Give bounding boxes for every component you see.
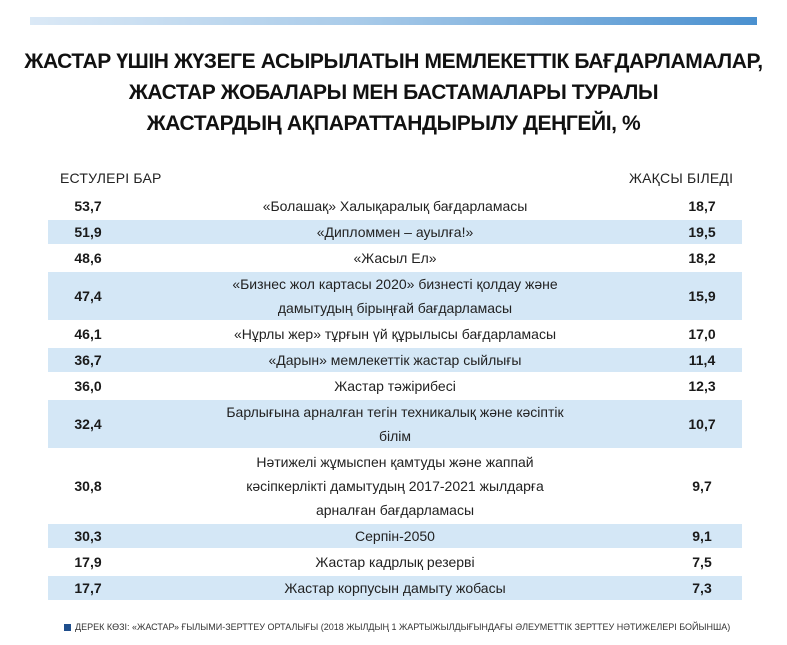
program-label-line: Жастар корпусын дамыту жобасы bbox=[284, 580, 506, 596]
program-label-line: «Бизнес жол картасы 2020» бизнесті қолдау және bbox=[232, 276, 558, 292]
program-label bbox=[128, 400, 662, 448]
program-label bbox=[128, 272, 662, 320]
table-row bbox=[48, 576, 742, 600]
program-label-line: «Болашақ» Халықаралық бағдарламасы bbox=[262, 198, 528, 214]
program-label bbox=[128, 220, 662, 244]
value-know-well: 7,3 bbox=[692, 580, 712, 596]
value-heard: 17,9 bbox=[74, 554, 102, 570]
program-label-line: «Дарын» мемлекеттік жастар сыйлығы bbox=[268, 352, 522, 368]
top-accent-bar bbox=[30, 17, 757, 25]
value-know-well: 15,9 bbox=[688, 288, 716, 304]
value-heard: 51,9 bbox=[74, 224, 102, 240]
value-heard: 30,8 bbox=[74, 478, 102, 494]
title-line-1: ЖАСТАР ҮШІН ЖҮЗЕГЕ АСЫРЫЛАТЫН МЕМЛЕКЕТТІК БАҒДАРЛАМАЛАР, bbox=[24, 50, 763, 73]
program-label-line: Серпін-2050 bbox=[355, 528, 435, 544]
table-row bbox=[48, 220, 742, 244]
value-heard: 30,3 bbox=[74, 528, 102, 544]
program-label-line: арналған бағдарламасы bbox=[315, 502, 475, 518]
value-heard: 36,7 bbox=[74, 352, 102, 368]
table-row bbox=[48, 450, 742, 522]
program-label bbox=[128, 322, 662, 346]
program-label-line: Жастар кадрлық резерві bbox=[315, 554, 475, 570]
program-label-line: білім bbox=[378, 428, 412, 444]
title-line-3: ЖАСТАРДЫҢ АҚПАРАТТАНДЫРЫЛУ ДЕҢГЕЙІ, % bbox=[146, 112, 641, 135]
program-label-line: «Дипломмен – ауылға!» bbox=[316, 224, 474, 240]
table-row bbox=[48, 272, 742, 320]
value-know-well: 9,7 bbox=[692, 478, 712, 494]
value-know-well: 12,3 bbox=[688, 378, 716, 394]
value-heard: 48,6 bbox=[74, 250, 102, 266]
value-heard: 17,7 bbox=[74, 580, 102, 596]
table-row bbox=[48, 246, 742, 270]
value-know-well: 11,4 bbox=[688, 352, 716, 368]
value-heard: 46,1 bbox=[74, 326, 102, 342]
table-row bbox=[48, 348, 742, 372]
source-note bbox=[64, 622, 730, 632]
source-text: ДЕРЕК КӨЗІ: «ЖАСТАР» ҒЫЛЫМИ-ЗЕРТТЕУ ОРТАЛЫҒЫ (2018 ЖЫЛДЫҢ 1 ЖАРТЫЖЫЛДЫҒЫНДАҒЫ ӘЛЕУМЕТТІК ЗЕРТТЕУ НӘТИЖЕЛЕРІ БОЙЫНША) bbox=[75, 622, 731, 632]
program-label bbox=[128, 348, 662, 372]
data-table bbox=[48, 194, 742, 602]
value-know-well: 18,7 bbox=[688, 198, 716, 214]
value-know-well: 7,5 bbox=[692, 554, 712, 570]
column-header-heard: ЕСТУЛЕРІ БАР bbox=[60, 170, 162, 186]
program-label bbox=[128, 450, 662, 522]
program-label-line: «Жасыл Ел» bbox=[353, 250, 437, 266]
chart-title bbox=[10, 46, 777, 139]
column-header-know-well: ЖАҚСЫ БІЛЕДІ bbox=[629, 170, 734, 186]
value-heard: 47,4 bbox=[74, 288, 102, 304]
table-row bbox=[48, 374, 742, 398]
source-marker-icon bbox=[64, 624, 71, 631]
value-know-well: 19,5 bbox=[688, 224, 716, 240]
program-label-line: Жастар тәжірибесі bbox=[334, 378, 456, 394]
value-know-well: 9,1 bbox=[692, 528, 712, 544]
value-heard: 32,4 bbox=[74, 416, 102, 432]
value-heard: 36,0 bbox=[74, 378, 102, 394]
program-label bbox=[128, 550, 662, 574]
value-know-well: 10,7 bbox=[688, 416, 716, 432]
table-row bbox=[48, 550, 742, 574]
table-row bbox=[48, 194, 742, 218]
table-row bbox=[48, 524, 742, 548]
table-row bbox=[48, 322, 742, 346]
title-line-2: ЖАСТАР ЖОБАЛАРЫ МЕН БАСТАМАЛАРЫ ТУРАЛЫ bbox=[128, 81, 659, 104]
table-row bbox=[48, 400, 742, 448]
program-label bbox=[128, 576, 662, 600]
program-label bbox=[128, 374, 662, 398]
value-heard: 53,7 bbox=[74, 198, 102, 214]
program-label-line: «Нұрлы жер» тұрғын үй құрылысы бағдарламасы bbox=[233, 326, 557, 342]
value-know-well: 17,0 bbox=[688, 326, 716, 342]
program-label-line: Нәтижелі жұмыспен қамтуды және жаппай bbox=[256, 454, 534, 470]
value-know-well: 18,2 bbox=[688, 250, 716, 266]
program-label bbox=[128, 524, 662, 548]
program-label bbox=[128, 194, 662, 218]
program-label-line: Барлығына арналған тегін техникалық және кәсіптік bbox=[226, 404, 564, 420]
program-label-line: кәсіпкерлікті дамытудың 2017-2021 жылдарға bbox=[246, 478, 544, 494]
program-label bbox=[128, 246, 662, 270]
program-label-line: дамытудың бірыңғай бағдарламасы bbox=[277, 300, 513, 316]
